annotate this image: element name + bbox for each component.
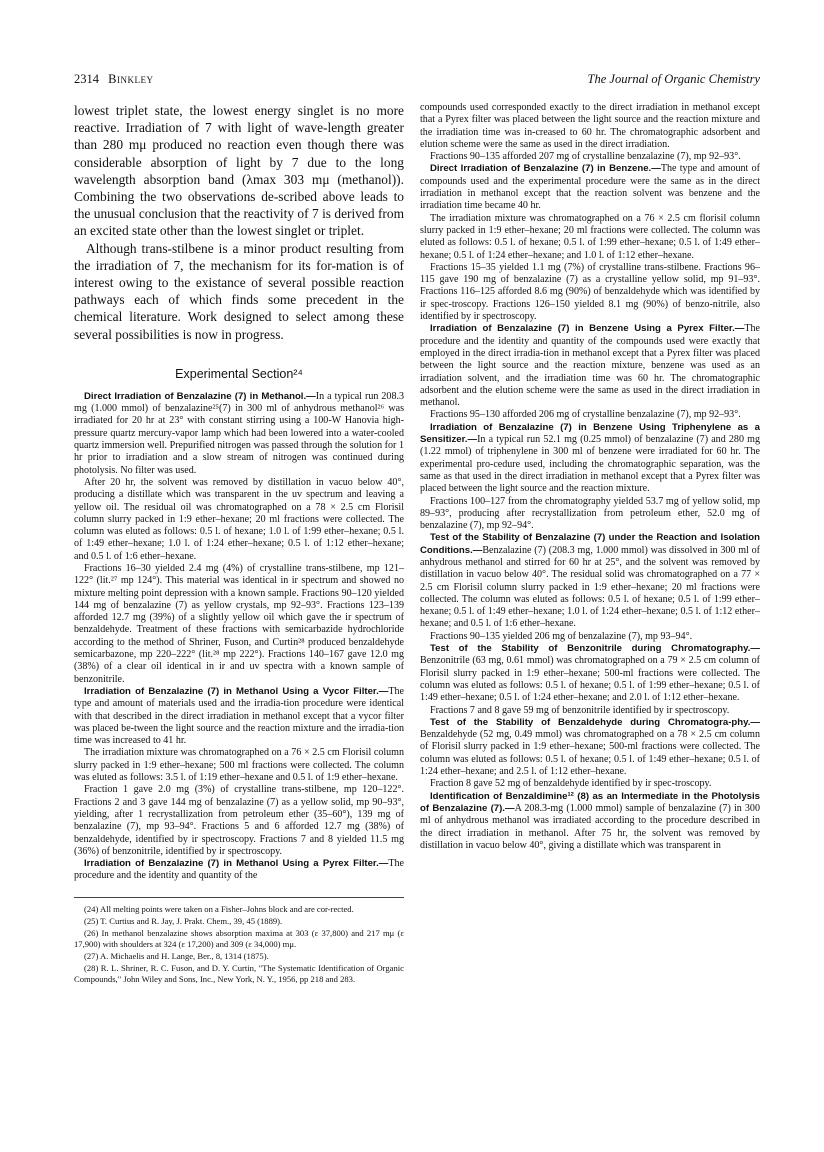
paragraph — [74, 686, 404, 747]
footnote: (28) R. L. Shriner, R. C. Fuson, and D. Y. Curtin, "The Systematic Identification of Organic Compounds," John Wiley and Sons, Inc., New York, N. Y., 1956, pp 218 and 283. — [74, 962, 404, 984]
page-header — [74, 72, 760, 90]
paragraph-heading: Test of the Stability of Benzalazine (7) under the Reaction and Isolation Conditions.— — [420, 532, 760, 556]
paragraph-text: The procedure and the identity and quantity of the — [74, 858, 404, 882]
paragraph-text: The type and amount of materials used and the irradia-tion procedure were identical with that described in the direct irradiation in methanol except that a vycor filter was placed be-tween the light source and the reaction mixture and the irradia-tion time was increased to 41 hr. — [74, 685, 404, 747]
paragraph — [74, 391, 404, 477]
paragraph — [74, 563, 404, 686]
paragraph-text: Fractions 15–35 yielded 1.1 mg (7%) of crystalline trans-stilbene. Fractions 96–115 gave 190 mg of benzalazine (7) as a crystalline yellow solid, mp 91–93°. Fractions 116–125 afforded 8.6 mg (90%) of benzaldehyde which was identified by ir spec-troscopy. Fractions 126–150 yielded 8.1 mg (90%) of benzo-nitrile, also identified by ir spectroscopy. — [420, 261, 760, 323]
paragraph — [74, 747, 404, 784]
paragraph — [74, 784, 404, 858]
paragraph-text: Fraction 8 gave 52 mg of benzaldehyde identified by ir spec-troscopy. — [430, 778, 712, 790]
paragraph — [420, 213, 760, 262]
paragraph-text: Fractions 90–135 yielded 206 mg of benzalazine (7), mp 93–94°. — [430, 630, 693, 642]
paragraph-heading: Irradiation of Benzalazine (7) in Methanol Using a Vycor Filter.— — [84, 685, 389, 697]
paragraph-text: Fractions 7 and 8 gave 59 mg of benzonitrile identified by ir spectroscopy. — [430, 704, 730, 716]
paragraph — [420, 102, 760, 151]
paragraph — [420, 631, 760, 643]
paragraph-text: Benzalazine (7) (208.3 mg, 1.000 mmol) was dissolved in 300 ml of anhydrous methanol and stirred for 60 hr at 25°, and the solvent was removed by distillation in vacuo below 40°. The residual solid was chromatographed on a 77 × 2.5 cm Florisil column slurry packed in 1:9 ether–hexane; 20 ml fractions were collected. The column was eluted as follows: 0.5 l. of hexane; 0.5 l. of 1:99 ether–hexane; 0.5 l. of 1:49 ether–hexane; 1.0 l. of 1:24 ether–hexane; 0.5 l. of 1:12 ether–hexane; and 0.5 l. of 1:6 ether–hexane. — [420, 544, 760, 630]
paragraph-text: Fractions 95–130 afforded 206 mg of crystalline benzalazine (7), mp 92–93°. — [430, 409, 741, 421]
paragraph-text: After 20 hr, the solvent was removed by distillation in vacuo below 40°, producing a distillate which was transparent in the uv spectrum and leaving a yellow oil. The residual oil was chromatographed on a 78 × 2.5 cm Florisil column slurry packed in 1:9 ether–hexane; 20 ml fractions were collected. The column was eluted as follows: 0.5 l. of hexane; 1.0 l. of 1:99 ether–hexane; 0.5 l. of 1:49 ether–hexane; 1.0 l. of 1:24 ether–hexane; 0.5 l. of 1:12 ether–hexane; and 0.5 l. of 1:6 ether–hexane. — [74, 476, 404, 562]
paragraph: Although trans-stilbene is a minor product resulting from the irradiation of 7, the mechanism for its for-mation is of interest owing to the existance of several possible reaction pathways each of which finds some precedent in the chemical literature. Work designed to select among these several possibilities is now in progress. — [74, 240, 404, 342]
paragraph-heading: Irradiation of Benzalazine (7) in Benzene Using Triphenylene as a Sensitizer.— — [420, 421, 760, 446]
paragraph-text: The irradiation mixture was chromatographed on a 76 × 2.5 cm Florisil column slurry packed in 1:9 ether–hexane; 500 ml fractions were collected. The column was eluted as follows: 3.5 l. of 1:19 ether–hexane and 0.5 l. of 1:9 ether–hexane. — [74, 747, 404, 784]
paragraph — [420, 791, 760, 852]
header-left — [74, 72, 153, 87]
footnote-divider — [74, 897, 404, 898]
paragraph — [420, 262, 760, 323]
footnote: (25) T. Curtius and R. Jay, J. Prakt. Chem., 39, 45 (1889). — [84, 915, 283, 926]
running-author: Binkley — [108, 72, 154, 86]
paragraph-text: In a typical run 52.1 mg (0.25 mmol) of benzalazine (7) and 280 mg (1.22 mmol) of triphenylene in 300 ml of benzene were irradiated for 60 hr. The experimental pro-cedure used, including the chromatographic separation, was the same as that used in the direct irradiation in methanol except that a Pyrex filter was placed between the light source and the reaction mixture. — [420, 434, 760, 495]
footnote: (26) In methanol benzalazine shows absorption maxima at 303 (ε 37,800) and 217 mμ (ε 17,900) with shoulders at 324 (ε 17,200) and 309 (ε 34,000) mμ. — [74, 927, 404, 949]
paragraph — [420, 163, 760, 212]
journal-name: The Journal of Organic Chemistry — [587, 72, 760, 86]
paragraph — [420, 323, 760, 409]
paragraph-text: In a typical run 208.3 mg (1.000 mmol) of benzalazine²⁵(7) in 300 ml of anhydrous methanol²⁶ was irradiated for 20 hr at 23° with constant stirring using a 100-W Hanovia high-pressure quartz mercury-vapor lamp which had been lowered into a water-cooled quartz immersion well. Prepurified nitrogen was passed through the solution for 1 hr prior to irradiation and a slow stream of nitrogen was continued during photolysis. No filter was used. — [74, 390, 405, 476]
paragraph-text: The irradiation mixture was chromatographed on a 76 × 2.5 cm florisil column slurry packed in 1:9 ether–hexane; 20 ml fractions were collected. The column was eluted as follows: 0.5 l. of hexane; 0.5 l. of 1:99 ether–hexane; 0.5 l. of 1:49 ether–hexane; 0.5 l. of 1:24 ether–hexane; and 1.0 l. of 1:12 ether–hexane. — [420, 212, 760, 261]
paragraph-text: The procedure and the identity and quantity of the compounds used were exactly that employed in the direct irradia-tion in methanol except that a Pyrex filter was placed between the light source and the reaction mixture, benzene was used as an irradiation solvent, and the irradiation time was 60 hr. The chromatographic adsorbent and the elution scheme were the same as used in the direct irradiation in methanol. — [420, 323, 760, 409]
paragraph-heading: Direct Irradiation of Benzalazine (7) in Methanol.— — [84, 390, 316, 402]
paragraph — [420, 496, 760, 533]
experimental-text-left — [74, 391, 404, 883]
paragraph-heading: Identification of Benzaldimine¹² (8) as an Intermediate in the Photolysis of Benzalazine (7).— — [420, 790, 760, 814]
paragraph-text: A 208.3-mg (1.000 mmol) sample of benzalazine (7) in 300 ml of anhydrous methanol was irradiated according to the procedure described in the direct irradiation in methanol. After 75 hr, the solvent was removed by distillation in vacuo below 40°, giving a distillate which was transparent in — [420, 802, 760, 851]
paragraph-text: Fraction 1 gave 2.0 mg (3%) of crystalline trans-stilbene, mp 120–122°. Fractions 2 and 3 gave 144 mg of benzalazine (7) as a yellow solid, mp 90–93°, yielding, after 1 recrystallization from petroleum ether (35–60°), 139 mg of benzalazine (7), mp 93–94°. Fractions 5 and 6 afforded 12.7 mg (38%) of benzaldehyde, identified by ir spectroscopy. Fractions 7 and 8 yielded 11.5 mg (36%) of benzonitrile, identified by ir spectroscopy. — [74, 784, 404, 857]
paragraph-heading: Direct Irradiation of Benzalazine (7) in Benzene.— — [430, 163, 661, 175]
paragraph-text: compounds used corresponded exactly to the direct irradiation in methanol except that a Pyrex filter was placed between the light source and the reaction mixture and the irradiation time was in-creased to 60 hr. The chromatographic adsorbent and elution scheme were the same as used in the direct irradiation. — [420, 102, 760, 150]
paragraph-heading: Test of the Stability of Benzonitrile during Chromatography.— — [430, 643, 760, 655]
paragraph — [420, 409, 760, 421]
footnote: (24) All melting points were taken on a Fisher–Johns block and are cor-rected. — [84, 903, 354, 914]
left-column — [74, 102, 404, 986]
paragraph-heading: Irradiation of Benzalazine (7) in Methanol Using a Pyrex Filter.— — [84, 858, 389, 870]
paragraph: lowest triplet state, the lowest energy singlet is no more reactive. Irradiation of 7 with light of wave-length greater than 280 mμ produced no reaction even though there was considerable absorption of light by 7 due to the long wavelength absorption band (λmax 303 mμ (methanol)). Combining the two observations de-scribed above leads to the unusual conclusion that the reactivity of 7 is derived from an excited state other than the lowest singlet or triplet. — [74, 103, 404, 239]
paragraph — [420, 643, 760, 704]
paragraph-heading: Irradiation of Benzalazine (7) in Benzene Using a Pyrex Filter.— — [430, 323, 745, 335]
paragraph — [420, 717, 760, 778]
paragraph-text: Benzaldehyde (52 mg, 0.49 mmol) was chromatographed on a 78 × 2.5 cm column of Florisil slurry packed in 1:9 ether–hexane; 500-ml fractions were collected. The column was eluted as follows: 0.5 l. of hexane; 0.5 l. of 1:49 ether–hexane; 0.5 l. of 1:24 ether–hexane; and 2.5 l. of 1:12 ether–hexane. — [420, 729, 760, 778]
paragraph — [420, 705, 760, 717]
section-title: Experimental Section²⁴ — [175, 366, 303, 381]
right-column — [420, 102, 760, 852]
paragraph — [420, 532, 760, 630]
paragraph — [74, 858, 404, 883]
paragraph — [420, 778, 760, 790]
footnotes — [74, 904, 404, 985]
paragraph-text: Benzonitrile (63 mg, 0.61 mmol) was chromatographed on a 79 × 2.5 cm column of Florisil slurry packed in 1:9 ether–hexane; 500-ml fractions were collected. The column was eluted as follows: 0.5 l. of hexane; 0.5 l. of 1:99 ether–hexane; 0.5 l. of 1:49 ether–hexane; 0.5 l. of 1:24 ether–hexane; and 2.0 l. of 1:12 ether–hexane. — [420, 655, 760, 704]
paragraph-text: Fractions 90–135 afforded 207 mg of crystalline benzalazine (7), mp 92–93°. — [430, 151, 741, 163]
paragraph-text: Fractions 16–30 yielded 2.4 mg (4%) of crystalline trans-stilbene, mp 121–122° (lit.²⁷ mp 124°). This material was identical in ir spectrum and showed no mixture melting point depression with a known sample. Fractions 90–120 yielded 144 mg of benzalazine (7) as yellow crystals, mp 92–93°. Fractions 123–139 afforded 12.7 mg (39%) of a slightly yellow oil which gave the ir spectrum of benzaldehyde. Treatment of these fractions with semicarbazide hydrochloride according to the method of Shriner, Fuson, and Curtin²⁸ produced benzaldehyde semicarbazone, mp 220–222° (lit.²⁸ mp 222°). Fractions 140–167 gave 12.0 mg (38%) of a clear oil identical in ir and uv spectra with a known sample of benzonitrile. — [74, 563, 404, 685]
paragraph-text: The type and amount of compounds used and the experimental procedure were the same as in the direct irradiation in methanol except that the reaction solvent was benzene and the irradiation time became 40 hr. — [420, 163, 760, 212]
paragraph — [74, 477, 404, 563]
paragraph — [420, 151, 760, 163]
page-number: 2314 — [74, 72, 99, 86]
paragraph — [420, 422, 760, 496]
paragraph-heading: Test of the Stability of Benzaldehyde during Chromatogra-phy.— — [430, 716, 760, 728]
footnote: (27) A. Michaelis and H. Lange, Ber., 8, 1314 (1875). — [84, 950, 269, 961]
intro-text — [74, 102, 404, 343]
experimental-text-right — [420, 102, 760, 852]
paragraph-text: Fractions 100–127 from the chromatography yielded 53.7 mg of yellow solid, mp 89–93°, producing after recrystallization from petroleum ether, 52.0 mg of benzalazine (7), mp 92–94°. — [420, 495, 760, 532]
